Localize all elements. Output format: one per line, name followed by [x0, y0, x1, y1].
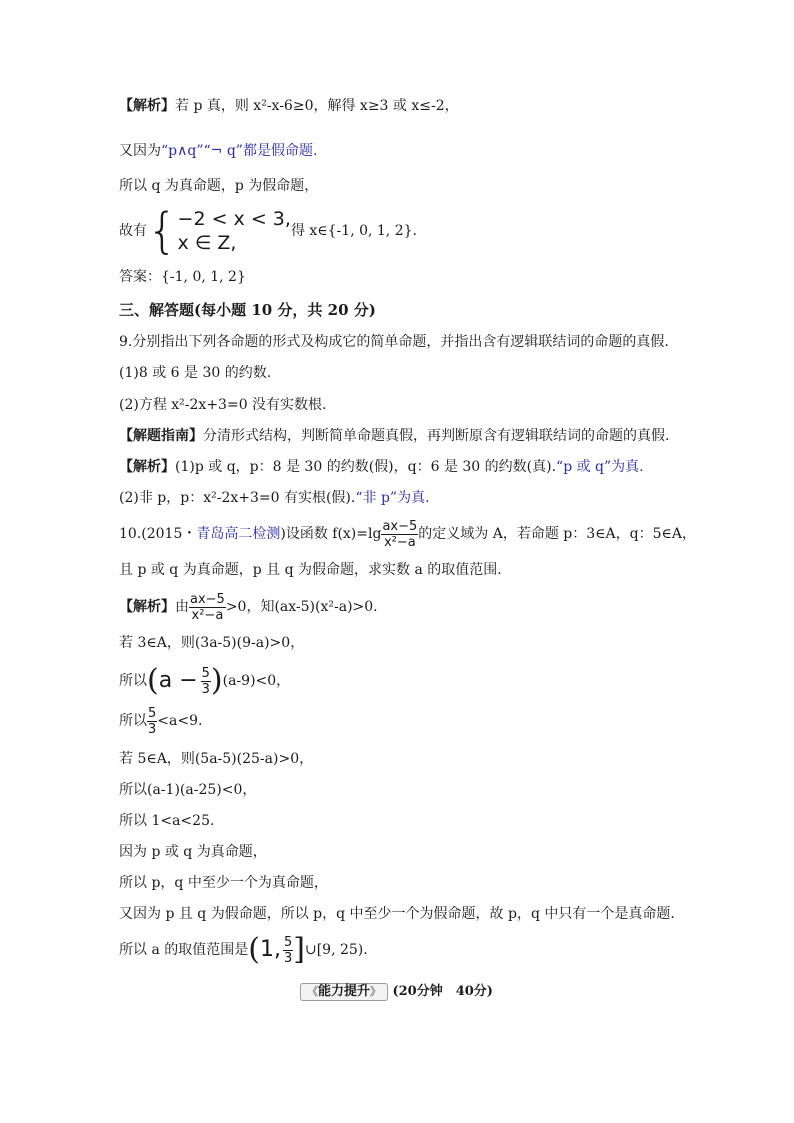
denominator: 3 [283, 950, 293, 966]
text: 所以 1<a<25. [119, 813, 215, 829]
denominator: x²−a [191, 607, 224, 623]
denominator: 3 [201, 681, 210, 697]
denominator: x²−a [383, 534, 416, 550]
badge-label: 能力提升 [318, 984, 371, 999]
text: 分清形式结构，判断简单命题真假，再判断原含有逻辑联结词的命题的真假. [203, 428, 670, 444]
numerator: 5 [201, 665, 210, 681]
system-row-1: −2 < x < 3, [177, 208, 291, 230]
text: 所以 q 为真命题，p 为假命题， [119, 178, 319, 194]
line-q9-2 [119, 396, 327, 414]
line-q10-10 [119, 874, 328, 892]
text: <a<9. [157, 713, 203, 729]
tag-analysis: 【解析】 [119, 459, 175, 475]
line-2 [119, 142, 317, 160]
line-q10-11 [119, 905, 675, 923]
text: (a-9)<0， [222, 673, 291, 689]
line-q9-1 [119, 364, 271, 382]
text: 所以 p，q 中至少一个为真命题， [119, 875, 328, 891]
line-q9 [119, 333, 669, 351]
fraction [381, 519, 418, 550]
paren-left: ( [248, 932, 260, 967]
line-analysis-q10 [119, 587, 378, 627]
line-system [119, 205, 417, 257]
text: 9.分别指出下列各命题的形式及构成它的简单命题，并指出含有逻辑联结词的命题的真假. [119, 334, 669, 350]
text: 且 p 或 q 为真命题，p 且 q 为假命题，求实数 a 的取值范围. [119, 562, 502, 578]
text: 所以 [119, 673, 147, 689]
text: 若 p 真，则 x²-x-6≥0，解得 x≥3 或 x≤-2， [175, 98, 459, 114]
brace-icon: { [147, 203, 178, 259]
line-q10-5 [119, 702, 202, 740]
text: 由 [175, 599, 189, 615]
line-q10 [119, 514, 696, 554]
footer-section [300, 982, 493, 1001]
line-answer [119, 268, 246, 286]
tag-analysis: 【解析】 [119, 98, 175, 114]
line-q10-2 [119, 561, 502, 579]
text-blue: “p 或 q”为真. [556, 459, 644, 475]
text-blue: “非 p”为真. [355, 490, 430, 506]
text: 答案：{-1, 0, 1, 2} [119, 269, 246, 285]
text-blue: “p∧q”“¬ q”都是假命题. [161, 143, 318, 159]
expression: a − [158, 668, 198, 693]
text: )设函数 f(x)=lg [280, 526, 382, 542]
numerator: ax−5 [190, 591, 225, 607]
numerator: 5 [148, 705, 157, 721]
line-q10-12 [119, 928, 368, 972]
text: 故有 [119, 223, 147, 239]
fraction [147, 706, 157, 737]
tag-guide: 【解题指南】 [119, 428, 203, 444]
numerator: 5 [283, 934, 293, 950]
text: 若 3∈A，则(3a-5)(9-a)>0， [119, 635, 305, 651]
paren-left: ( [147, 663, 159, 698]
fraction [201, 666, 211, 697]
line-guide [119, 427, 669, 445]
expression: 1, [259, 937, 281, 962]
text: 的定义域为 A，若命题 p：3∈A，q：5∈A， [418, 526, 696, 542]
ability-badge [300, 983, 388, 1001]
line-analysis-q9-1 [119, 458, 644, 476]
tag-analysis: 【解析】 [119, 599, 175, 615]
text: (2)非 p，p：x²-2x+3=0 有实根(假). [119, 490, 356, 506]
text: 三、解答题(每小题 10 分，共 20 分) [119, 301, 376, 319]
line-3 [119, 177, 318, 195]
mark-right: 》 [370, 985, 382, 998]
text: 所以(a-1)(a-25)<0， [119, 782, 257, 798]
line-q10-9 [119, 843, 267, 861]
text: ∪[9, 25). [304, 942, 368, 958]
time-label: (20分钟 40分) [392, 984, 493, 999]
system-row-2: x ∈ Z, [177, 232, 237, 254]
mark-left: 《 [307, 985, 318, 998]
bracket-right: ] [293, 932, 305, 967]
paren-right: ) [210, 663, 223, 698]
text: 10.(2015・ [119, 526, 197, 542]
text-blue: 青岛高二检测 [196, 526, 281, 542]
text: 所以 [119, 713, 147, 729]
line-analysis-q9-2 [119, 489, 430, 507]
line-q10-6 [119, 750, 313, 768]
section-heading [119, 301, 376, 319]
line-q10-4 [119, 660, 290, 702]
text: 所以 a 的取值范围是 [119, 942, 249, 958]
line-q10-3 [119, 634, 304, 652]
text: (2)方程 x²-2x+3=0 没有实数根. [119, 397, 327, 413]
text: >0，知(ax-5)(x²-a)>0. [225, 599, 378, 615]
line-q10-8 [119, 812, 214, 830]
denominator: 3 [148, 721, 157, 737]
fraction [189, 592, 226, 623]
line-q10-7 [119, 781, 256, 799]
text: 得 x∈{-1, 0, 1, 2}. [290, 223, 417, 239]
numerator: ax−5 [382, 518, 418, 534]
text: (1)p 或 q，p：8 是 30 的约数(假)，q：6 是 30 的约数(真). [175, 459, 557, 475]
text: 若 5∈A，则(5a-5)(25-a)>0， [119, 751, 314, 767]
text: 又因为 p 且 q 为假命题，所以 p，q 中至少一个为假命题，故 p，q 中只有一个是真命题. [119, 906, 675, 922]
text: 因为 p 或 q 为真命题， [119, 844, 267, 860]
equation-system [147, 205, 291, 257]
text: 又因为 [119, 143, 161, 159]
text: (1)8 或 6 是 30 的约数. [119, 365, 272, 381]
fraction [283, 935, 293, 966]
line-analysis-1 [119, 97, 459, 115]
